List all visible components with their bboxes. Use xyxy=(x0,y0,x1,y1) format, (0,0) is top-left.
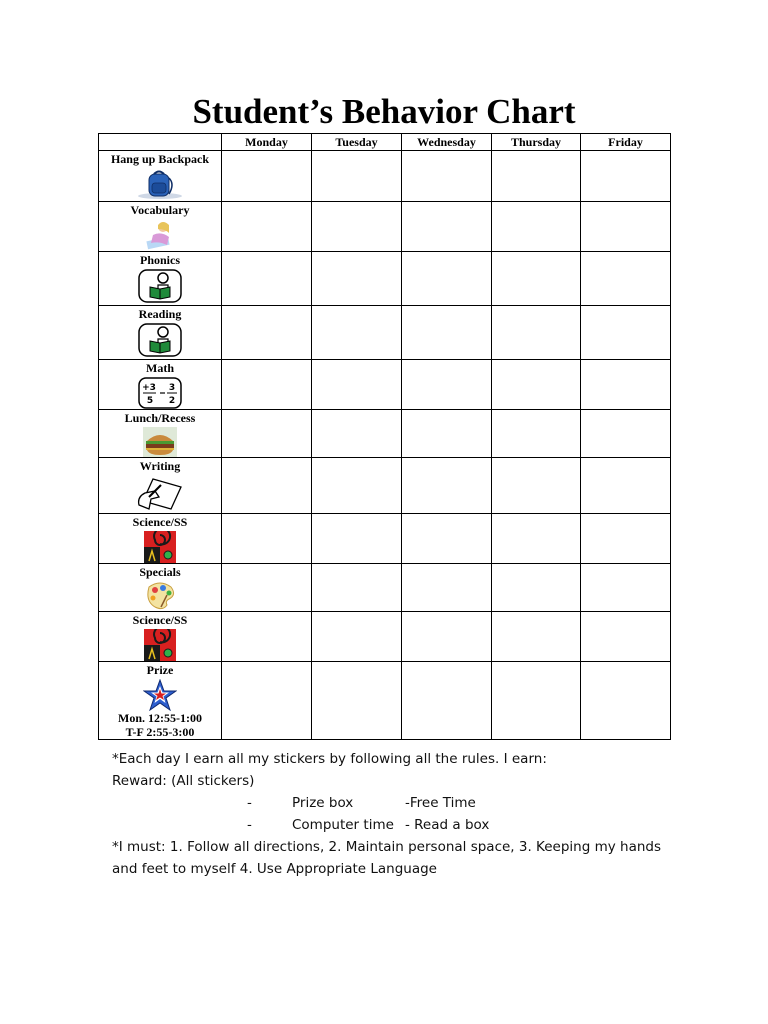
day-cell[interactable] xyxy=(222,202,312,252)
earn-rule-text: *Each day I earn all my stickers by following all the rules. I earn: xyxy=(112,751,547,767)
day-cell[interactable] xyxy=(402,252,492,306)
activity-label: Phonics xyxy=(139,253,180,267)
table-row xyxy=(99,202,671,252)
day-cell[interactable] xyxy=(402,306,492,360)
day-cell[interactable] xyxy=(581,514,671,564)
day-cell[interactable] xyxy=(492,662,581,740)
table-row xyxy=(99,662,671,740)
page-title: Student’s Behavior Chart xyxy=(192,92,576,131)
day-cell[interactable] xyxy=(402,458,492,514)
reward-computer-time: Computer time xyxy=(292,817,394,833)
reward-prize-box: Prize box xyxy=(292,795,354,811)
day-header-friday: Friday xyxy=(581,134,671,151)
day-cell[interactable] xyxy=(581,360,671,410)
day-cell[interactable] xyxy=(312,612,402,662)
day-cell[interactable] xyxy=(402,612,492,662)
prize-time-tue-fri: T-F 2:55-3:00 xyxy=(125,725,195,739)
reward-free-time: -Free Time xyxy=(405,795,476,811)
day-cell[interactable] xyxy=(581,202,671,252)
science-icon xyxy=(144,531,176,563)
day-cell[interactable] xyxy=(492,410,581,458)
activity-label: Science/SS xyxy=(132,613,188,627)
backpack-icon xyxy=(135,168,185,200)
activity-cell-writing xyxy=(99,458,222,514)
day-cell[interactable] xyxy=(222,514,312,564)
day-cell[interactable] xyxy=(492,514,581,564)
day-cell[interactable] xyxy=(492,306,581,360)
day-cell[interactable] xyxy=(581,410,671,458)
day-cell[interactable] xyxy=(312,252,402,306)
activity-label: Prize xyxy=(146,663,174,677)
day-cell[interactable] xyxy=(581,612,671,662)
day-cell[interactable] xyxy=(312,151,402,202)
day-cell[interactable] xyxy=(222,410,312,458)
day-cell[interactable] xyxy=(312,662,402,740)
table-row xyxy=(99,612,671,662)
day-header-wednesday: Wednesday xyxy=(402,134,492,151)
activity-cell-math xyxy=(99,360,222,410)
reward-read-a-box: - Read a box xyxy=(405,817,490,833)
student-reading-icon xyxy=(143,219,177,251)
person-reading-book-icon xyxy=(138,323,182,357)
activity-label: Hang up Backpack xyxy=(110,152,210,166)
day-header-row xyxy=(99,134,671,151)
activity-cell-reading xyxy=(99,306,222,360)
day-cell[interactable] xyxy=(581,306,671,360)
activity-cell-backpack xyxy=(99,151,222,202)
day-cell[interactable] xyxy=(402,662,492,740)
math-right-denominator: 2 xyxy=(168,396,176,406)
table-row xyxy=(99,306,671,360)
day-cell[interactable] xyxy=(402,564,492,612)
day-cell[interactable] xyxy=(222,662,312,740)
day-cell[interactable] xyxy=(492,202,581,252)
activity-cell-lunch-recess xyxy=(99,410,222,458)
reward-bullet-2 xyxy=(202,814,672,836)
day-cell[interactable] xyxy=(222,360,312,410)
day-cell[interactable] xyxy=(222,252,312,306)
activity-label: Science/SS xyxy=(132,515,188,529)
day-cell[interactable] xyxy=(492,360,581,410)
notes-section xyxy=(112,748,672,880)
activity-label: Lunch/Recess xyxy=(124,411,196,425)
day-cell[interactable] xyxy=(312,202,402,252)
activity-label: Vocabulary xyxy=(130,203,190,217)
bullet-dash: - xyxy=(247,795,252,811)
activity-cell-specials xyxy=(99,564,222,612)
bullet-dash: - xyxy=(247,817,252,833)
day-cell[interactable] xyxy=(312,306,402,360)
paint-palette-icon xyxy=(143,581,177,611)
math-left-numerator: +3 xyxy=(142,383,156,393)
reward-heading: Reward: (All stickers) xyxy=(112,773,255,789)
table-row xyxy=(99,410,671,458)
table-row xyxy=(99,564,671,612)
day-cell[interactable] xyxy=(402,360,492,410)
activity-label: Reading xyxy=(138,307,182,321)
activity-cell-prize xyxy=(99,662,222,740)
day-cell[interactable] xyxy=(402,410,492,458)
day-cell[interactable] xyxy=(312,410,402,458)
day-header-monday: Monday xyxy=(222,134,312,151)
activity-label: Writing xyxy=(139,459,181,473)
day-cell[interactable] xyxy=(581,458,671,514)
day-cell[interactable] xyxy=(222,564,312,612)
prize-time-monday: Mon. 12:55-1:00 xyxy=(118,711,202,725)
table-row xyxy=(99,252,671,306)
activity-cell-science-ss xyxy=(99,514,222,564)
math-right-numerator: 3 xyxy=(168,383,176,393)
hamburger-icon xyxy=(143,427,177,457)
activity-label: Math xyxy=(146,361,174,375)
day-cell[interactable] xyxy=(492,252,581,306)
day-cell[interactable] xyxy=(402,202,492,252)
activity-label: Specials xyxy=(139,565,181,579)
day-cell[interactable] xyxy=(581,662,671,740)
day-cell[interactable] xyxy=(402,151,492,202)
star-icon xyxy=(143,679,177,711)
activity-cell-vocabulary xyxy=(99,202,222,252)
day-cell[interactable] xyxy=(581,252,671,306)
day-cell[interactable] xyxy=(312,564,402,612)
table-row xyxy=(99,514,671,564)
day-cell[interactable] xyxy=(222,458,312,514)
table-row xyxy=(99,151,671,202)
person-reading-book-icon xyxy=(138,269,182,303)
day-header-tuesday: Tuesday xyxy=(312,134,402,151)
day-cell[interactable] xyxy=(581,564,671,612)
must-rules-text: *I must: 1. Follow all directions, 2. Maintain personal space, 3. Keeping my hands and feet to myself 4. Use Appropriate Language xyxy=(112,839,662,877)
day-cell[interactable] xyxy=(222,151,312,202)
reward-bullet-1 xyxy=(202,792,672,814)
day-cell[interactable] xyxy=(581,151,671,202)
day-cell[interactable] xyxy=(492,151,581,202)
table-row xyxy=(99,458,671,514)
activity-cell-science-ss-2 xyxy=(99,612,222,662)
day-cell[interactable] xyxy=(492,612,581,662)
day-cell[interactable] xyxy=(222,306,312,360)
day-header-thursday: Thursday xyxy=(492,134,581,151)
day-cell[interactable] xyxy=(312,458,402,514)
day-cell[interactable] xyxy=(312,360,402,410)
hand-writing-icon xyxy=(135,475,185,511)
day-cell[interactable] xyxy=(492,564,581,612)
activity-cell-phonics xyxy=(99,252,222,306)
day-cell[interactable] xyxy=(312,514,402,564)
day-cell[interactable] xyxy=(492,458,581,514)
day-cell[interactable] xyxy=(222,612,312,662)
corner-cell xyxy=(99,134,222,151)
math-left-denominator: 5 xyxy=(146,396,154,406)
behavior-chart-table xyxy=(98,133,671,740)
science-icon xyxy=(144,629,176,661)
table-row xyxy=(99,360,671,410)
fractions-icon xyxy=(138,377,182,409)
day-cell[interactable] xyxy=(402,514,492,564)
